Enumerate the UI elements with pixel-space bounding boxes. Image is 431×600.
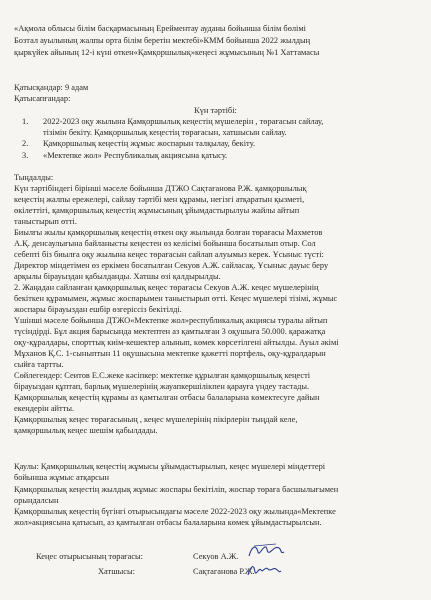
secretary-label: Хатшысы: bbox=[98, 567, 135, 576]
minutes-line: 2. Жаңадан сайланған қамқоршылық кеңес төрағасы Секуов А.Ж. кеңес мүшелерінің bbox=[14, 283, 319, 292]
minutes-line: арқылы бірауыздан қабылданды. Хатшы өзі қалдырылды. bbox=[14, 272, 221, 281]
resolution-line: Қамқоршылық кеңестің жылдық жұмыс жоспары бекітіліп, жоспар төраға басшылығымен bbox=[14, 485, 339, 494]
header-line-1: «Ақмола облысы білім басқармасының Ерейментау ауданы бойынша білім бөлімі bbox=[14, 24, 307, 33]
minutes-line: Сөйлегендер: Сеитов Е.С.жеке кәсіпкер: мектепке құрылған қамқоршылық кеңесті bbox=[14, 371, 311, 380]
attendance-present: Қатысқандар: 9 адам bbox=[14, 83, 89, 92]
minutes-line: Тыңдалды: bbox=[14, 173, 54, 182]
minutes-line: оқу-құралдары, спорттық киім-кешектер алынып, көмек көрсетілгені айтылды. Ауыл әкімі bbox=[14, 338, 339, 347]
minutes-line: Қамқоршылық кеңестің құрамы аз қамтылған отбасы балаларына көмектесуге дайын bbox=[14, 393, 320, 402]
agenda-item-3-line-1: «Мектепке жол» Республикалық акциясына қатысу. bbox=[43, 151, 228, 160]
agenda-item-1-line-1: 2022-2023 оқу жылына Қамқоршылық кеңестің мүшелерін , төрағасын сайлау, bbox=[43, 117, 324, 126]
minutes-line: таныстырып өтті. bbox=[14, 217, 77, 226]
secretary-name: Сақтаганова Р.Ж. bbox=[193, 567, 255, 576]
resolution-line: бойынша жұмыс атқарсын bbox=[14, 473, 109, 482]
agenda-item-number: 2. bbox=[22, 139, 29, 148]
minutes-line: жоспары бірауыздан ешбір өзгеріссіз бекітілді. bbox=[14, 305, 182, 314]
minutes-line: өкілеттігі, қамқоршылық кеңестің жұмысының ұйымдастырылуы жайлы айтып bbox=[14, 206, 300, 215]
minutes-line: Үшінші мәселе бойынша ДТЖО«Мектепке жол»республикалық акциясы туралы айтып bbox=[14, 316, 328, 325]
minutes-line: екендерін айтты. bbox=[14, 404, 75, 413]
chair-label: Кеңес отырысының төрағасы: bbox=[36, 552, 143, 561]
agenda-item-number: 1. bbox=[22, 117, 29, 126]
header-line-2: Бозтал ауылының жалпы орта білім беретін мектебі»КММ бойынша 2022 жылдың bbox=[14, 36, 311, 45]
attendance-invited: Қатысапғандар: bbox=[14, 94, 71, 103]
minutes-line: Қамқоршылық кеңес төрағасының , кеңес мүшелерінің пікірлерін тыңдай келе, bbox=[14, 415, 298, 424]
resolution-line: жол»акциясына қатысып, аз қамтылған отбасы балаларына көмек ұйымдастырылсын. bbox=[14, 518, 322, 527]
chair-name: Секуов А.Ж. bbox=[193, 552, 239, 561]
secretary-signature-icon bbox=[246, 561, 282, 579]
agenda-item-number: 3. bbox=[22, 151, 29, 160]
resolution-line: Қаулы: Қамқоршылық кеңестің жұмысы ұйымдастырылып, кеңес мүшелері міндеттері bbox=[14, 462, 326, 471]
minutes-line: түсіндірді. Бұл акция барысында мектептен аз қамтылған 3 оқушыға 50.000. қаражатқа bbox=[14, 327, 326, 336]
agenda-item-2-line-1: Қамқоршылық кеңестің жұмыс жоспарын талқылау, бекіту. bbox=[43, 139, 256, 148]
minutes-line: Мұханов Қ.С. 1-сыныптын 11 оқушысына мектепке қажетті портфель, оқу-құралдарын bbox=[14, 349, 326, 358]
minutes-line: Директор міндетімен өз еркімен босатылған Секуов А.Ж. сайласақ. Ұсыныс дауыс беру bbox=[14, 261, 329, 270]
resolution-line: орындалсын bbox=[14, 496, 59, 505]
resolution-line: Қамқоршылық кеңестің бүгінгі отырысындағы мәселе 2022-2023 оқу жылында«Мектепке bbox=[14, 507, 336, 516]
minutes-line: Күн тәртібіндегі бірінші мәселе бойынша ДТЖО Сақтағанова Р.Ж. қамқоршылық bbox=[14, 184, 307, 193]
agenda-title: Күн тәртібі: bbox=[194, 106, 237, 115]
agenda-item-1-line-2: тізімін бекіту. Қамқоршылық кеңестің төрағасын, хатшысын сайлау. bbox=[43, 128, 287, 137]
minutes-line: қамқоршылық кеңес шешім қабылдады. bbox=[14, 426, 158, 435]
header-line-3: қыркүйек айының 12-і күні өткен«Қамқоршылық»кеңесі жұмысының №1 Хаттамасы bbox=[14, 48, 320, 57]
minutes-line: Биылғы жылы қамқоршылық кеңестің өткен оқу жылында болған төрағасы Махметов bbox=[14, 228, 323, 237]
chair-signature-icon bbox=[246, 540, 286, 562]
minutes-line: себепті біз биылға оқу жылына кеңес төрағасын сайлап алуымыз керек. Ұсыныс түсті: bbox=[14, 250, 324, 259]
minutes-line: сыйға тартты. bbox=[14, 360, 64, 369]
minutes-line: кеңестің жалпы ережелері, сайлау тәртібі мен құрамы, негізгі атқаратын қызметі, bbox=[14, 195, 305, 204]
minutes-line: бекіткен құрамымен, жұмыс жоспарымен таныстырып өтті. Кеңес мүшелері тізімі, жұмыс bbox=[14, 294, 338, 303]
minutes-line: бірауыздан құптап, барлық мүшелерінің жауапкершілікпен қарауға үндеу тастады. bbox=[14, 382, 310, 391]
minutes-line: А.Қ. денсаулығына байланысты кеңестен өз келісімі бойынша босатылып отыр. Сол bbox=[14, 239, 316, 248]
